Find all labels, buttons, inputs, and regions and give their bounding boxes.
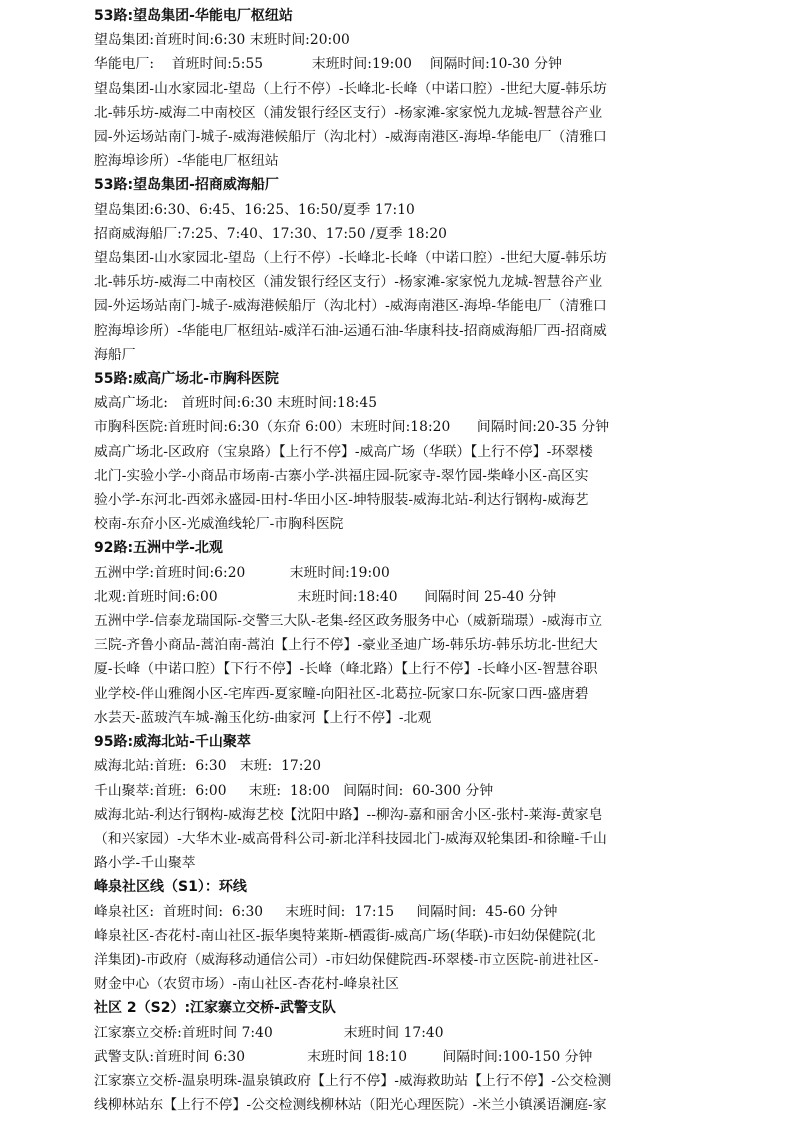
route-title: 92路:五洲中学-北观: [94, 540, 223, 557]
stops-line: 望岛集团-山水家园北-望岛（上行不停）-长峰北-长峰（中诺口腔）-世纪大厦-韩乐坊: [94, 250, 607, 267]
stops-line: （和兴家园）-大华木业-威高骨科公司-新北洋科技园北门-威海双轮集团-和徐疃-千山: [94, 830, 607, 847]
route-section-53-shipyard: [94, 173, 702, 367]
schedule-line: 江家寨立交桥:首班时间 7:40 末班时间 17:40: [94, 1024, 444, 1041]
route-section-95: [94, 730, 702, 875]
stops-line: 威海北站-利达行钢构-威海艺校【沈阳中路】--柳沟-嘉和丽舍小区-张村-莱海-黄家皂: [94, 806, 603, 823]
stops-line: 线柳林站东【上行不停】-公交检测线柳林站（阳光心理医院）-米兰小镇溪语澜庭-家: [94, 1097, 607, 1114]
stops-line: 北-韩乐坊-威海二中南校区（浦发银行经区支行）-杨家滩-家家悦九龙城-智慧谷产业: [94, 104, 603, 121]
stops-line: 园-外运场站南门-城子-威海港候船厅（沟北村）-威海南港区-海埠-华能电厂（清雅口: [94, 129, 607, 146]
route-title: 55路:威高广场北-市胸科医院: [94, 371, 279, 388]
stops-line: 腔海埠诊所）-华能电厂枢纽站-威洋石油-运通石油-华康科技-招商威海船厂西-招商威: [94, 322, 607, 339]
schedule-line: 千山聚萃:首班: 6:00 末班: 18:00 间隔时间: 60-300 分钟: [94, 782, 494, 799]
stops-line: 江家寨立交桥-温泉明珠-温泉镇政府【上行不停】-威海救助站【上行不停】-公交检测: [94, 1072, 612, 1089]
route-title: 95路:威海北站-千山聚萃: [94, 734, 251, 751]
stops-line: 北门-实验小学-小商品市场南-古寨小学-洪福庄园-阮家寺-翠竹园-柴峰小区-高区实: [94, 467, 589, 484]
stops-line: 北-韩乐坊-威海二中南校区（浦发银行经区支行）-杨家滩-家家悦九龙城-智慧谷产业: [94, 274, 603, 291]
stops-line: 三院-齐鲁小商品-蒿泊南-蒿泊【上行不停】-豪业圣迪广场-韩乐坊-韩乐坊北-世纪大: [94, 637, 598, 654]
schedule-line: 市胸科医院:首班时间:6:30（东夼 6:00）末班时间:18:20 间隔时间:20-35 分钟: [94, 419, 610, 436]
stops-line: 园-外运场站南门-城子-威海港候船厅（沟北村）-威海南港区-海埠-华能电厂（清雅口: [94, 298, 607, 315]
stops-line: 校南-东夼小区-光威渔线轮厂-市胸科医院: [94, 516, 344, 533]
schedule-line: 武警支队:首班时间 6:30 末班时间 18:10 间隔时间:100-150 分钟: [94, 1048, 593, 1065]
route-title: 53路:望岛集团-华能电厂枢纽站: [94, 8, 293, 24]
route-section-53-huaneng: [94, 4, 702, 173]
schedule-line: 望岛集团:6:30、6:45、16:25、16:50/夏季 17:10: [94, 201, 415, 218]
stops-line: 洋集团)-市政府（威海移动通信公司）-市妇幼保健院西-环翠楼-市立医院-前进社区-: [94, 951, 599, 968]
route-title: 社区 2（S2）:江家寨立交桥-武警支队: [94, 1000, 336, 1017]
schedule-line: 五洲中学:首班时间:6:20 末班时间:19:00: [94, 564, 390, 581]
schedule-line: 威海北站:首班: 6:30 末班: 17:20: [94, 758, 322, 775]
stops-line: 五洲中学-信泰龙瑞国际-交警三大队-老集-经区政务服务中心（威新瑞璟）-威海市立: [94, 613, 603, 630]
stops-line: 峰泉社区-杏花村-南山社区-振华奥特莱斯-栖霞街-威高广场(华联)-市妇幼保健院(北: [94, 927, 596, 944]
stops-line: 望岛集团-山水家园北-望岛（上行不停）-长峰北-长峰（中诺口腔）-世纪大厦-韩乐坊: [94, 80, 607, 97]
stops-line: 水芸天-蓝玻汽车城-瀚玉化纺-曲家河【上行不停】-北观: [94, 709, 432, 726]
schedule-line: 望岛集团:首班时间:6:30 末班时间:20:00: [94, 32, 350, 49]
route-section-55: [94, 367, 702, 536]
route-section-s1: [94, 875, 702, 996]
route-section-s2: [94, 996, 702, 1117]
schedule-line: 华能电厂: 首班时间:5:55 末班时间:19:00 间隔时间:10-30 分钟: [94, 56, 562, 73]
schedule-line: 威高广场北: 首班时间:6:30 末班时间:18:45: [94, 395, 378, 412]
schedule-line: 峰泉社区: 首班时间: 6:30 末班时间: 17:15 间隔时间: 45-60 分钟: [94, 903, 558, 920]
route-title: 53路:望岛集团-招商威海船厂: [94, 177, 279, 194]
stops-line: 财金中心（农贸市场）-南山社区-杏花村-峰泉社区: [94, 976, 399, 993]
schedule-line: 北观:首班时间:6:00 末班时间:18:40 间隔时间 25-40 分钟: [94, 588, 557, 605]
stops-line: 威高广场北-区政府（宝泉路）【上行不停】-威高广场（华联）【上行不停】-环翠楼: [94, 443, 593, 460]
stops-line: 厦-长峰（中诺口腔）【下行不停】-长峰（峰北路）【上行不停】-长峰小区-智慧谷职: [94, 661, 598, 678]
stops-line: 验小学-东河北-西郊永盛园-田村-华田小区-坤特服装-威海北站-利达行钢构-威海艺: [94, 492, 589, 509]
stops-line: 海船厂: [94, 346, 136, 363]
stops-line: 业学校-伴山雅阁小区-宅库西-夏家疃-向阳社区-北葛拉-阮家口东-阮家口西-盛唐碧: [94, 685, 589, 702]
schedule-line: 招商威海船厂:7:25、7:40、17:30、17:50 /夏季 18:20: [94, 225, 447, 242]
stops-line: 腔海埠诊所）-华能电厂枢纽站: [94, 153, 279, 170]
stops-line: 路小学-千山聚萃: [94, 855, 196, 872]
bus-route-document: [94, 4, 702, 1117]
route-title: 峰泉社区线（S1）：环线: [94, 879, 247, 896]
route-section-92: [94, 536, 702, 730]
